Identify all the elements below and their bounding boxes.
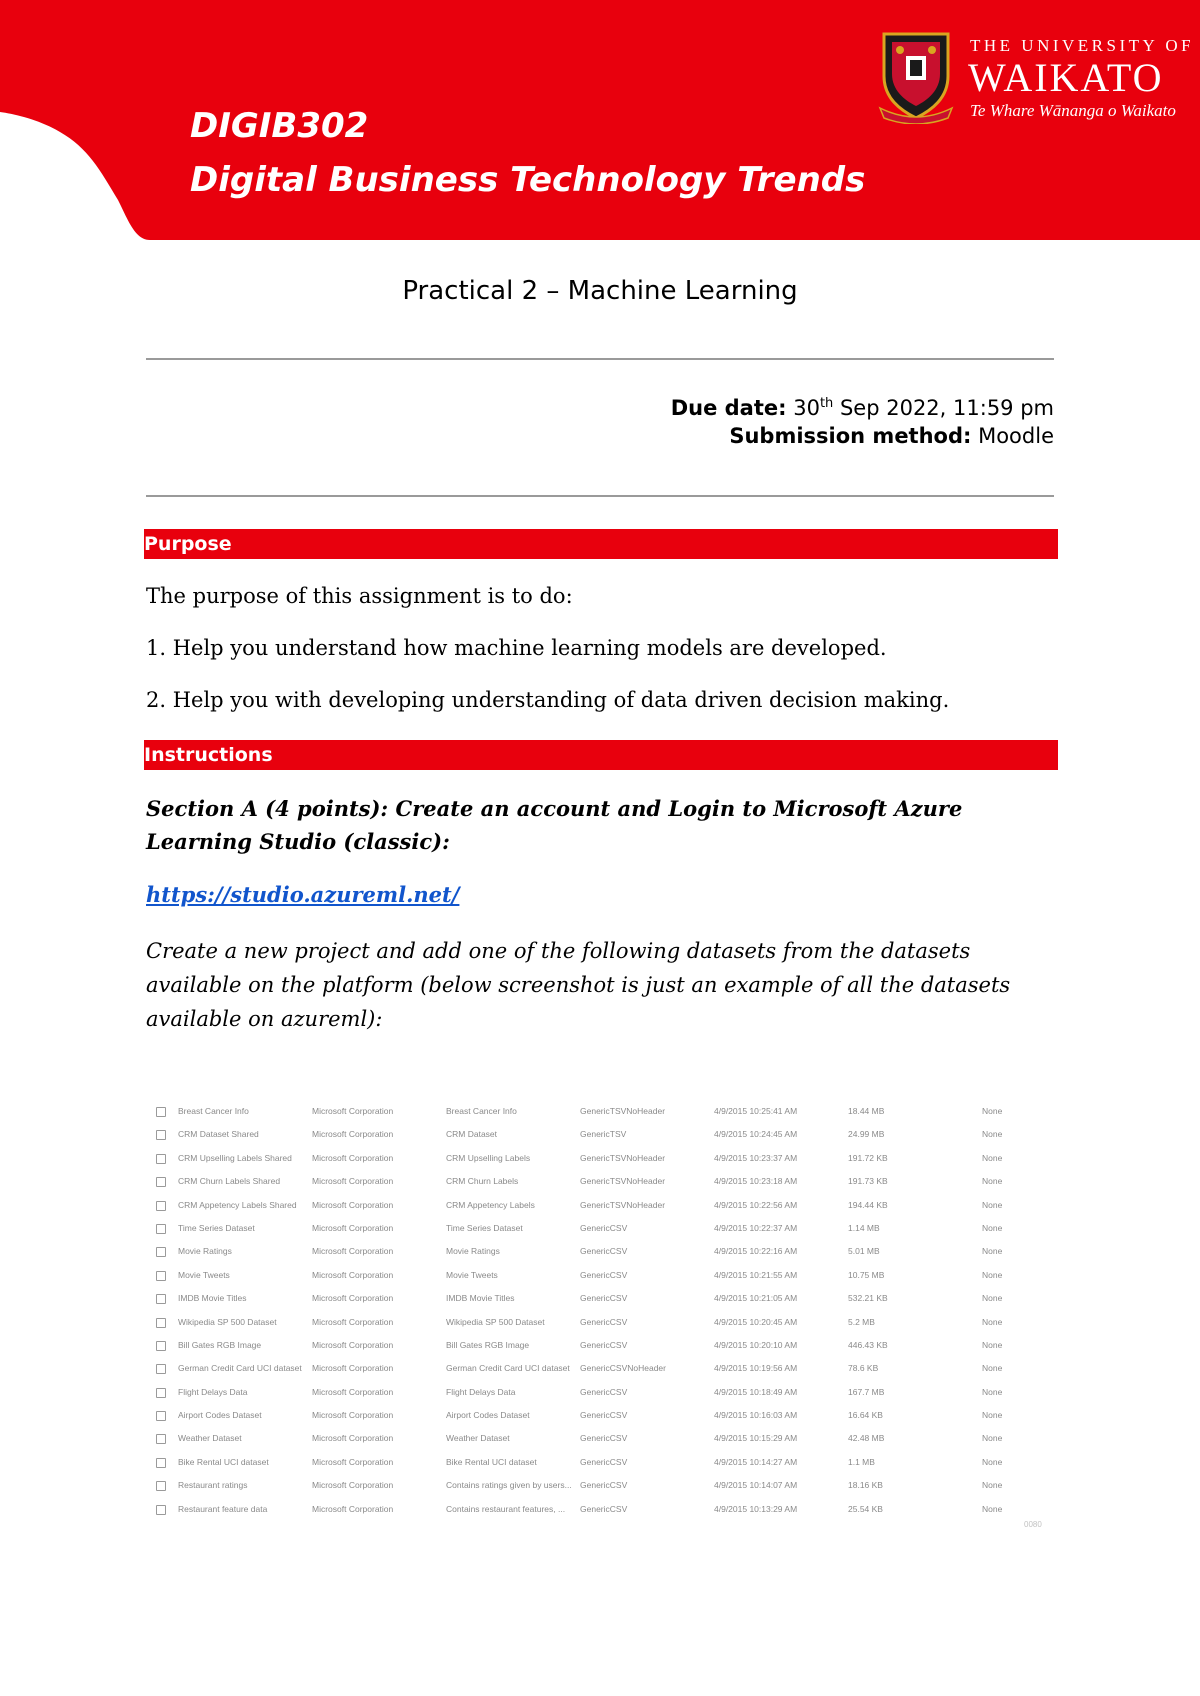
table-row[interactable] [146, 1266, 1026, 1289]
dataset-description: IMDB Movie Titles [446, 1293, 515, 1304]
dataset-created: 4/9/2015 10:19:56 AM [714, 1363, 798, 1374]
dataset-description: Contains ratings given by users... [446, 1480, 572, 1491]
row-checkbox[interactable] [156, 1154, 166, 1164]
dataset-created: 4/9/2015 10:22:16 AM [714, 1246, 798, 1257]
dataset-size: 5.2 MB [848, 1316, 875, 1327]
dataset-owner: Microsoft Corporation [312, 1433, 394, 1444]
dataset-name: Time Series Dataset [178, 1222, 255, 1233]
purpose-intro: The purpose of this assignment is to do: [146, 584, 573, 608]
dataset-description: CRM Upselling Labels [446, 1152, 531, 1163]
dataset-project: None [982, 1433, 1003, 1444]
dataset-name: CRM Dataset Shared [178, 1129, 259, 1140]
dataset-size: 5.01 MB [848, 1246, 880, 1257]
course-name: Digital Business Technology Trends [190, 160, 866, 200]
dataset-project: None [982, 1316, 1003, 1327]
dataset-project: None [982, 1246, 1003, 1257]
dataset-size: 1.1 MB [848, 1456, 875, 1467]
dataset-name: CRM Churn Labels Shared [178, 1176, 281, 1187]
submission-label: Submission method: [729, 424, 972, 448]
dataset-size: 191.72 KB [848, 1152, 888, 1163]
dataset-project: None [982, 1269, 1003, 1280]
dataset-created: 4/9/2015 10:25:41 AM [714, 1106, 798, 1116]
dataset-created: 4/9/2015 10:14:27 AM [714, 1456, 798, 1467]
dataset-created: 4/9/2015 10:15:29 AM [714, 1433, 798, 1444]
datasets-footnote: 0080 [1024, 1520, 1042, 1529]
dataset-name: Bike Rental UCI dataset [178, 1456, 269, 1467]
table-row[interactable] [146, 1476, 1026, 1499]
table-row[interactable] [146, 1429, 1026, 1452]
dataset-created: 4/9/2015 10:13:29 AM [714, 1503, 798, 1514]
row-checkbox[interactable] [156, 1177, 166, 1187]
dataset-size: 18.16 KB [848, 1480, 883, 1491]
purpose-heading: Purpose [144, 529, 1058, 559]
dataset-format: GenericTSVNoHeader [580, 1106, 666, 1116]
row-checkbox[interactable] [156, 1318, 166, 1328]
dataset-name: Airport Codes Dataset [178, 1410, 262, 1421]
dataset-owner: Microsoft Corporation [312, 1269, 394, 1280]
row-checkbox[interactable] [156, 1107, 166, 1117]
dataset-format: GenericCSV [580, 1480, 628, 1491]
dataset-owner: Microsoft Corporation [312, 1503, 394, 1514]
dataset-description: CRM Dataset [446, 1129, 498, 1140]
dataset-project: None [982, 1363, 1003, 1374]
table-row[interactable] [146, 1313, 1026, 1336]
university-name: WAIKATO [968, 55, 1164, 100]
dataset-description: Wikipedia SP 500 Dataset [446, 1316, 545, 1327]
dataset-name: Restaurant ratings [178, 1480, 248, 1491]
dataset-name: Flight Delays Data [178, 1386, 248, 1397]
dataset-name: Bill Gates RGB Image [178, 1339, 262, 1350]
dataset-created: 4/9/2015 10:20:45 AM [714, 1316, 798, 1327]
dataset-size: 78.6 KB [848, 1363, 879, 1374]
row-checkbox[interactable] [156, 1271, 166, 1281]
dataset-size: 16.64 KB [848, 1410, 883, 1421]
dataset-project: None [982, 1480, 1003, 1491]
dataset-description: Movie Ratings [446, 1246, 500, 1257]
dataset-name: Breast Cancer Info [178, 1106, 249, 1116]
dataset-description: Weather Dataset [446, 1433, 510, 1444]
dataset-created: 4/9/2015 10:22:56 AM [714, 1199, 798, 1210]
table-row[interactable] [146, 1359, 1026, 1382]
row-checkbox[interactable] [156, 1458, 166, 1468]
dataset-owner: Microsoft Corporation [312, 1386, 394, 1397]
dataset-created: 4/9/2015 10:14:07 AM [714, 1480, 798, 1491]
dataset-created: 4/9/2015 10:21:05 AM [714, 1293, 798, 1304]
dataset-description: Time Series Dataset [446, 1222, 523, 1233]
dataset-owner: Microsoft Corporation [312, 1129, 394, 1140]
dataset-name: Weather Dataset [178, 1433, 242, 1444]
row-checkbox[interactable] [156, 1364, 166, 1374]
table-row[interactable] [146, 1172, 1026, 1195]
purpose-point-1: 1. Help you understand how machine learning models are developed. [146, 636, 887, 660]
dataset-project: None [982, 1106, 1003, 1116]
dataset-project: None [982, 1199, 1003, 1210]
instructions-paragraph: Create a new project and add one of the following datasets from the datasets available on the platform (below screenshot is just an example of all the datasets available on azureml): [146, 939, 1011, 1031]
dataset-format: GenericCSV [580, 1410, 628, 1421]
course-code: DIGIB302 [190, 106, 369, 146]
university-name-small: THE UNIVERSITY OF [970, 36, 1195, 55]
purpose-point-2: 2. Help you with developing understanding of data driven decision making. [146, 688, 950, 712]
dataset-format: GenericCSV [580, 1386, 628, 1397]
table-row[interactable] [146, 1102, 1026, 1125]
dataset-owner: Microsoft Corporation [312, 1456, 394, 1467]
dataset-project: None [982, 1410, 1003, 1421]
dataset-format: GenericTSVNoHeader [580, 1199, 666, 1210]
table-row[interactable] [146, 1196, 1026, 1219]
dataset-description: CRM Churn Labels [446, 1176, 519, 1187]
row-checkbox[interactable] [156, 1481, 166, 1491]
table-row[interactable] [146, 1149, 1026, 1172]
dataset-name: Movie Ratings [178, 1246, 232, 1257]
dataset-format: GenericCSV [580, 1246, 628, 1257]
dataset-project: None [982, 1152, 1003, 1163]
row-checkbox[interactable] [156, 1294, 166, 1304]
row-checkbox[interactable] [156, 1201, 166, 1211]
dataset-project: None [982, 1503, 1003, 1514]
dataset-name: CRM Appetency Labels Shared [178, 1199, 297, 1210]
table-row[interactable] [146, 1125, 1026, 1148]
dataset-format: GenericTSV [580, 1129, 627, 1140]
dataset-project: None [982, 1176, 1003, 1187]
dataset-description: Airport Codes Dataset [446, 1410, 530, 1421]
datasets-table [146, 1102, 1026, 1523]
dataset-size: 24.99 MB [848, 1129, 885, 1140]
dataset-project: None [982, 1129, 1003, 1140]
azureml-link[interactable]: https://studio.azureml.net/ [146, 882, 460, 907]
dataset-format: GenericCSV [580, 1293, 628, 1304]
dataset-description: Bike Rental UCI dataset [446, 1456, 537, 1467]
dataset-size: 191.73 KB [848, 1176, 888, 1187]
submission-method [729, 424, 1054, 448]
table-row[interactable] [146, 1336, 1026, 1359]
dataset-size: 194.44 KB [848, 1199, 888, 1210]
university-crest-icon [876, 30, 956, 124]
dataset-size: 18.44 MB [848, 1106, 885, 1116]
dataset-size: 446.43 KB [848, 1339, 888, 1350]
row-checkbox[interactable] [156, 1434, 166, 1444]
document-title: Practical 2 – Machine Learning [402, 276, 798, 306]
dataset-owner: Microsoft Corporation [312, 1106, 394, 1116]
dataset-format: GenericCSV [580, 1456, 628, 1467]
dataset-description: Movie Tweets [446, 1269, 498, 1280]
table-row[interactable] [146, 1500, 1026, 1523]
due-date-label: Due date: [670, 396, 787, 420]
dataset-size: 167.7 MB [848, 1386, 885, 1397]
dataset-owner: Microsoft Corporation [312, 1480, 394, 1491]
dataset-format: GenericCSV [580, 1433, 628, 1444]
row-checkbox[interactable] [156, 1130, 166, 1140]
submission-value: Moodle [978, 424, 1054, 448]
dataset-owner: Microsoft Corporation [312, 1410, 394, 1421]
dataset-name: Restaurant feature data [178, 1503, 268, 1514]
university-maori-name: Te Whare Wānanga o Waikato [970, 101, 1176, 120]
dataset-owner: Microsoft Corporation [312, 1199, 394, 1210]
dataset-name: German Credit Card UCI dataset [178, 1363, 302, 1374]
dataset-created: 4/9/2015 10:18:49 AM [714, 1386, 798, 1397]
section-a-heading: Section A (4 points): Create an account and Login to Microsoft Azure Learning Studio (classic): [146, 796, 963, 854]
dataset-format: GenericCSV [580, 1339, 628, 1350]
due-suffix: th [819, 396, 834, 411]
dataset-format: GenericCSV [580, 1222, 628, 1233]
dataset-created: 4/9/2015 10:24:45 AM [714, 1129, 798, 1140]
dataset-description: Flight Delays Data [446, 1386, 516, 1397]
row-checkbox[interactable] [156, 1505, 166, 1515]
dataset-created: 4/9/2015 10:21:55 AM [714, 1269, 798, 1280]
dataset-description: Breast Cancer Info [446, 1106, 517, 1116]
dataset-project: None [982, 1293, 1003, 1304]
divider [146, 358, 1054, 360]
table-row[interactable] [146, 1406, 1026, 1429]
dataset-name: Wikipedia SP 500 Dataset [178, 1316, 277, 1327]
dataset-size: 1.14 MB [848, 1222, 880, 1233]
dataset-format: GenericCSVNoHeader [580, 1363, 666, 1374]
dataset-format: GenericCSV [580, 1316, 628, 1327]
dataset-created: 4/9/2015 10:22:37 AM [714, 1222, 798, 1233]
dataset-format: GenericTSVNoHeader [580, 1152, 666, 1163]
table-row[interactable] [146, 1219, 1026, 1242]
dataset-project: None [982, 1456, 1003, 1467]
dataset-format: GenericCSV [580, 1269, 628, 1280]
table-row[interactable] [146, 1453, 1026, 1476]
dataset-owner: Microsoft Corporation [312, 1339, 394, 1350]
dataset-description: CRM Appetency Labels [446, 1199, 535, 1210]
dataset-owner: Microsoft Corporation [312, 1222, 394, 1233]
dataset-project: None [982, 1386, 1003, 1397]
dataset-project: None [982, 1339, 1003, 1350]
dataset-size: 25.54 KB [848, 1503, 883, 1514]
dataset-owner: Microsoft Corporation [312, 1246, 394, 1257]
dataset-created: 4/9/2015 10:20:10 AM [714, 1339, 798, 1350]
dataset-name: CRM Upselling Labels Shared [178, 1152, 292, 1163]
due-date [671, 396, 1054, 420]
dataset-format: GenericTSVNoHeader [580, 1176, 666, 1187]
dataset-owner: Microsoft Corporation [312, 1176, 394, 1187]
dataset-description: German Credit Card UCI dataset [446, 1363, 570, 1374]
row-checkbox[interactable] [156, 1388, 166, 1398]
dataset-size: 42.48 MB [848, 1433, 885, 1444]
dataset-owner: Microsoft Corporation [312, 1316, 394, 1327]
dataset-owner: Microsoft Corporation [312, 1152, 394, 1163]
divider [146, 495, 1054, 497]
dataset-owner: Microsoft Corporation [312, 1363, 394, 1374]
dataset-created: 4/9/2015 10:16:03 AM [714, 1410, 798, 1421]
row-checkbox[interactable] [156, 1341, 166, 1351]
table-row[interactable] [146, 1242, 1026, 1265]
dataset-name: Movie Tweets [178, 1269, 230, 1280]
instructions-heading: Instructions [144, 740, 1058, 770]
dataset-description: Bill Gates RGB Image [446, 1339, 530, 1350]
dataset-owner: Microsoft Corporation [312, 1293, 394, 1304]
dataset-created: 4/9/2015 10:23:18 AM [714, 1176, 798, 1187]
dataset-description: Contains restaurant features, ... [446, 1503, 566, 1514]
due-day: 30 [793, 396, 820, 420]
row-checkbox[interactable] [156, 1224, 166, 1234]
dataset-format: GenericCSV [580, 1503, 628, 1514]
row-checkbox[interactable] [156, 1411, 166, 1421]
dataset-created: 4/9/2015 10:23:37 AM [714, 1152, 798, 1163]
row-checkbox[interactable] [156, 1247, 166, 1257]
table-row[interactable] [146, 1289, 1026, 1312]
dataset-name: IMDB Movie Titles [178, 1293, 247, 1304]
dataset-size: 10.75 MB [848, 1269, 885, 1280]
dataset-project: None [982, 1222, 1003, 1233]
table-row[interactable] [146, 1383, 1026, 1406]
dataset-size: 532.21 KB [848, 1293, 888, 1304]
due-date-value: Sep 2022, 11:59 pm [839, 396, 1054, 420]
